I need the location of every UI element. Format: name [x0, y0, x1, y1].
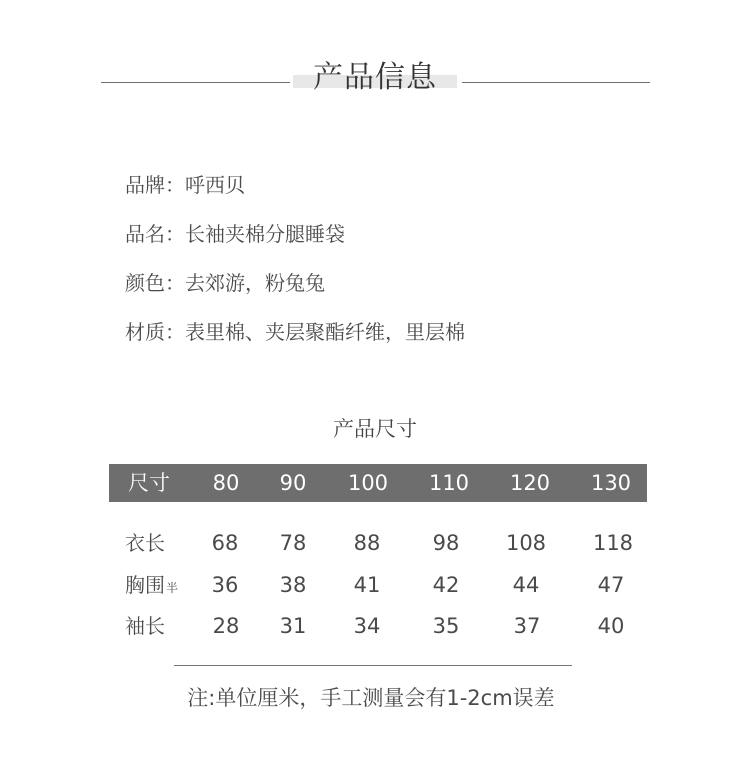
header-size: 80 — [212, 471, 240, 495]
table-cell: 44 — [512, 573, 540, 597]
info-value: 表里棉、夹层聚酯纤维，里层棉 — [185, 320, 465, 344]
table-cell: 40 — [597, 614, 625, 638]
info-row-name — [125, 220, 345, 248]
table-cell: 108 — [505, 531, 547, 555]
row-label-length — [125, 528, 165, 558]
header-label: 尺寸 — [128, 471, 170, 495]
header-size: 110 — [428, 471, 470, 495]
title-divider-right — [462, 82, 650, 83]
table-cell: 35 — [432, 614, 460, 638]
row-label-suffix: 半 — [166, 581, 179, 595]
table-cell: 88 — [353, 531, 381, 555]
info-value: 呼西贝 — [185, 173, 245, 197]
table-cell: 68 — [211, 531, 239, 555]
header-size: 100 — [347, 471, 389, 495]
table-cell: 47 — [597, 573, 625, 597]
table-cell: 38 — [279, 573, 307, 597]
table-cell: 36 — [211, 573, 239, 597]
note-divider — [174, 665, 572, 666]
table-cell: 41 — [353, 573, 381, 597]
table-cell: 28 — [212, 614, 240, 638]
info-label: 材质： — [125, 320, 185, 344]
header-size: 120 — [509, 471, 551, 495]
info-value: 长袖夹棉分腿睡袋 — [185, 222, 345, 246]
table-cell: 98 — [432, 531, 460, 555]
measurement-note: 注:单位厘米，手工测量会有1-2cm误差 — [187, 686, 555, 710]
page-title: 产品信息 — [313, 60, 437, 95]
info-label: 品名： — [125, 222, 185, 246]
row-label-text: 袖长 — [125, 614, 165, 638]
info-row-color — [125, 269, 325, 297]
info-label: 品牌： — [125, 173, 185, 197]
info-value: 去郊游，粉兔兔 — [185, 271, 325, 295]
row-label-text: 衣长 — [125, 531, 165, 555]
table-cell: 34 — [353, 614, 381, 638]
row-label-chest — [125, 570, 178, 603]
header-size: 130 — [590, 471, 632, 495]
table-cell: 42 — [432, 573, 460, 597]
table-cell: 118 — [592, 531, 634, 555]
info-label: 颜色： — [125, 271, 185, 295]
row-label-text: 胸围 — [125, 573, 165, 597]
title-divider-left — [101, 82, 290, 83]
table-cell: 78 — [279, 531, 307, 555]
size-table-title: 产品尺寸 — [333, 417, 417, 441]
header-size: 90 — [279, 471, 307, 495]
table-cell: 31 — [279, 614, 307, 638]
size-table-header — [109, 464, 647, 502]
table-cell: 37 — [513, 614, 541, 638]
info-row-brand — [125, 171, 245, 199]
row-label-sleeve — [125, 611, 165, 641]
info-row-material — [125, 318, 465, 346]
